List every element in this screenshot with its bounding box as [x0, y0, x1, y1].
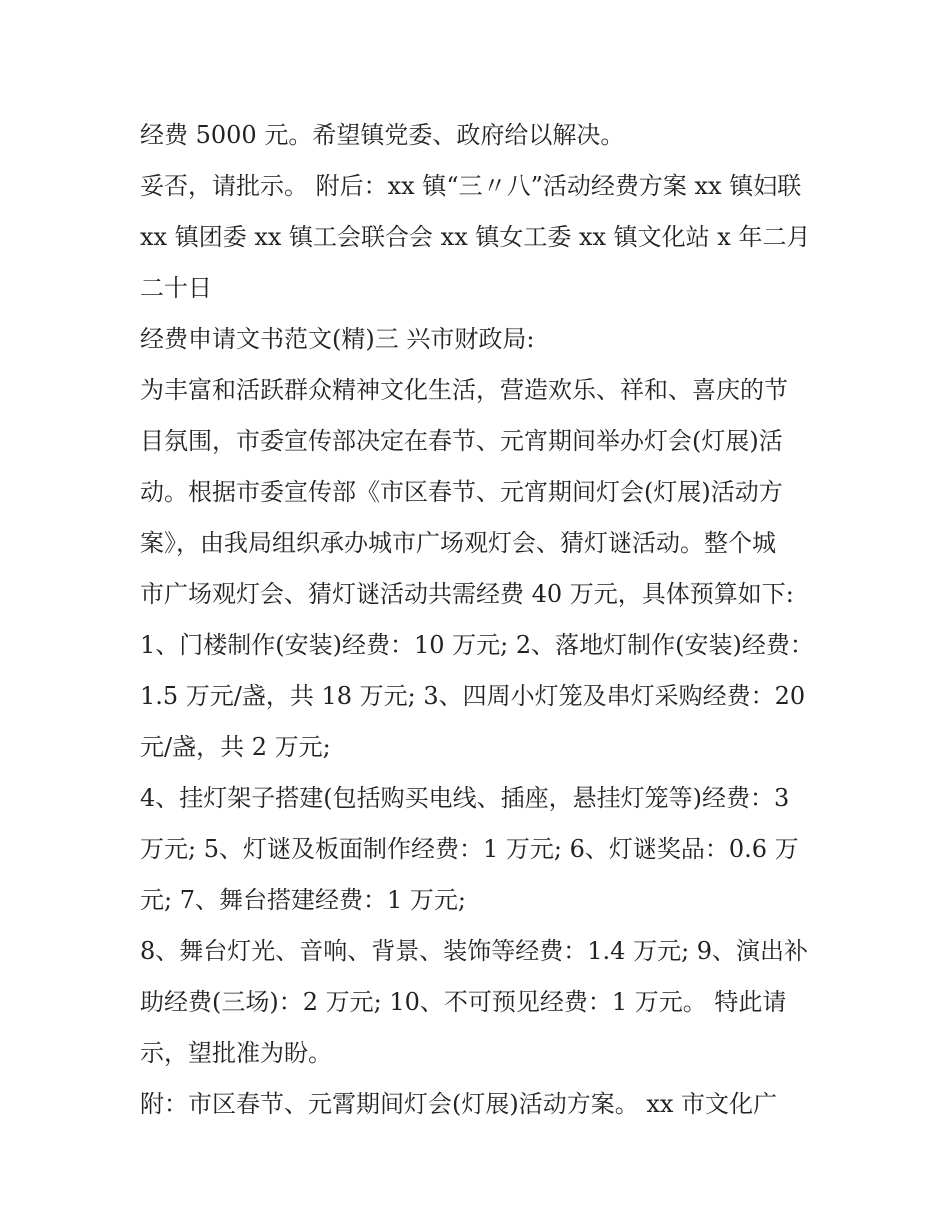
- text-line-8: 动。根据市委宣传部《市区春节、元宵期间灯会(灯展)活动方: [140, 478, 783, 506]
- text-line-16: 元; 7、舞台搭建经费：1 万元;: [140, 886, 466, 914]
- text-line-12: 1.5 万元/盏，共 18 万元; 3、四周小灯笼及串灯采购经费：20: [140, 682, 806, 710]
- text-line-19: 示，望批准为盼。: [140, 1039, 332, 1067]
- text-line-4: 二十日: [140, 274, 212, 302]
- document-body: [140, 110, 820, 1130]
- text-line-15: 万元; 5、灯谜及板面制作经费：1 万元; 6、灯谜奖品：0.6 万: [140, 835, 799, 863]
- text-line-13: 元/盏，共 2 万元;: [140, 733, 331, 761]
- text-line-18: 助经费(三场)：2 万元; 10、不可预见经费：1 万元。 特此请: [140, 988, 787, 1016]
- text-line-7: 目氛围，市委宣传部决定在春节、元宵期间举办灯会(灯展)活: [140, 427, 783, 455]
- text-line-9: 案》，由我局组织承办城市广场观灯会、猜灯谜活动。整个城: [140, 529, 776, 557]
- text-line-20: 附：市区春节、元霄期间灯会(灯展)活动方案。 xx 市文化广: [140, 1090, 778, 1118]
- text-line-6: 为丰富和活跃群众精神文化生活，营造欢乐、祥和、喜庆的节: [140, 376, 788, 404]
- text-line-11: 1、门楼制作(安装)经费：10 万元; 2、落地灯制作(安装)经费：: [140, 631, 814, 659]
- text-line-3: xx 镇团委 xx 镇工会联合会 xx 镇女工委 xx 镇文化站 x 年二月: [140, 223, 811, 251]
- text-line-5: 经费申请文书范文(精)三 兴市财政局:: [140, 325, 535, 353]
- text-line-17: 8、舞台灯光、音响、背景、装饰等经费：1.4 万元; 9、演出补: [140, 937, 809, 965]
- text-line-1: 经费 5000 元。希望镇党委、政府给以解决。: [140, 121, 625, 149]
- text-line-10: 市广场观灯会、猜灯谜活动共需经费 40 万元，具体预算如下:: [140, 580, 794, 608]
- text-line-14: 4、挂灯架子搭建(包括购买电线、插座，悬挂灯笼等)经费：3: [140, 784, 790, 812]
- text-line-2: 妥否，请批示。 附后：xx 镇“三〃八”活动经费方案 xx 镇妇联: [140, 172, 802, 200]
